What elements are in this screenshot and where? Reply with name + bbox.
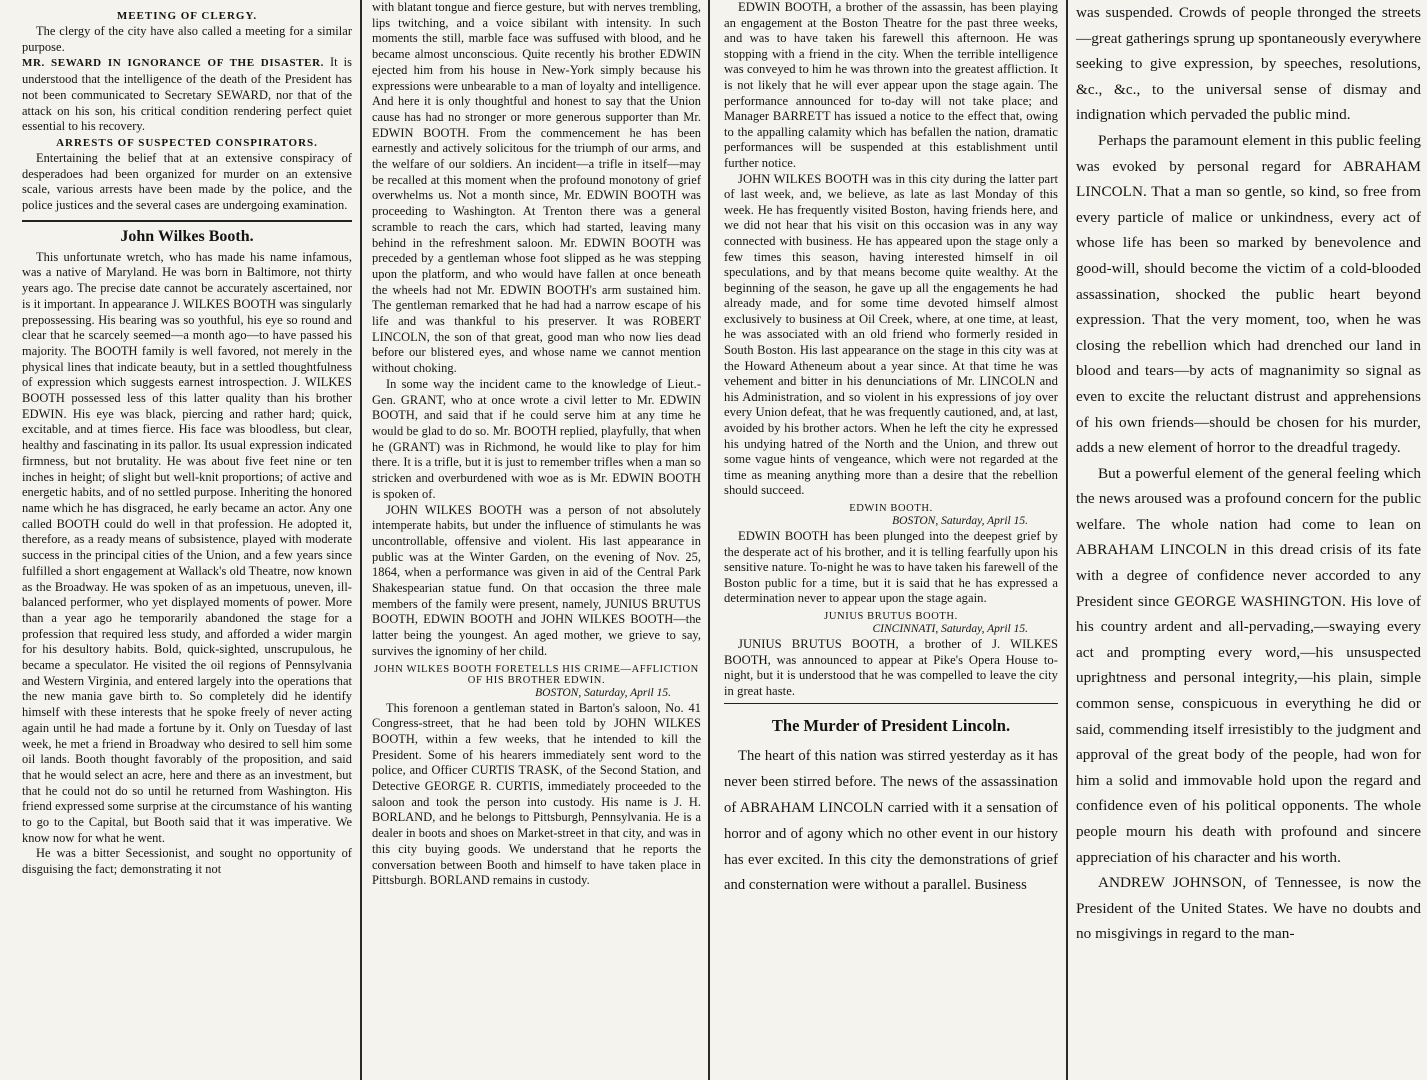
column-2 [362, 0, 709, 1080]
col4-paragraph-4: ANDREW JOHNSON, of Tennessee, is now the President of the United States. We have no doubts and no misgivings in regard to the man- [1076, 874, 1421, 943]
col2-paragraph-2: In some way the incident came to the knowledge of Lieut.-Gen. GRANT, who at once wrote a civil letter to Mr. EDWIN BOOTH, and said that if he could serve him at any time he would be glad to do so. Mr. BOOTH replied, playfully, that when he (GRANT) was in Richmond, he would like to play for him there. It is a trifle, but it is just to remember trifles when a man so stricken and overburdened with woe as is Mr. EDWIN BOOTH is spoken of. [372, 376, 701, 501]
booth-paragraph-2: He was a bitter Secessionist, and sought no opportunity of disguising the fact; demonstrating it not [22, 846, 352, 877]
seward-heading: MR. SEWARD IN IGNORANCE OF THE DISASTER. [22, 57, 324, 70]
junius-dateline: CINCINNATI, Saturday, April 15. [872, 622, 1028, 635]
column-1 [0, 0, 360, 1080]
foretells-dateline: BOSTON, Saturday, April 15. [535, 686, 671, 699]
foretells-heading: JOHN WILKES BOOTH FORETELLS HIS CRIME—AFFLICTION OF HIS BROTHER EDWIN. [374, 663, 699, 686]
edwin-dateline: BOSTON, Saturday, April 15. [892, 515, 1028, 527]
arrests-paragraph: Entertaining the belief that at an extensive conspiracy of desperadoes had been organized for murder on an extensive scale, various arrests have been made by the police, and the police justices and the several cases are undergoing examination. [22, 150, 352, 213]
col2-paragraph-3: JOHN WILKES BOOTH was a person of not absolutely intemperate habits, but under the influence of stimulants he was uncontrollable, offensive and violent. His last appearance in public was at the Winter Garden, on the evening of Nov. 25, 1864, when a performance was given in aid of the Central Park Shakespearian statue fund. On that occasion the three male members of the family were present, namely, JUNIUS BRUTUS BOOTH, EDWIN BOOTH and JOHN WILKES BOOTH—the latter being the youngest. An aged mother, we grieve to say, survives the ignominy of her child. [372, 502, 701, 658]
edwin-heading: EDWIN BOOTH. [849, 503, 933, 514]
section-divider [724, 703, 1058, 704]
section-divider [22, 220, 352, 222]
col4-paragraph-2: Perhaps the paramount element in this public feeling was evoked by personal regard for ABRAHAM LINCOLN. That a man so gentle, so kind, so free from every particle of malice or unkindness, every act of whose life has been so marked by benevolence and good-will, should become the victim of a cold-blooded assassination, shocked the public heart beyond expression. That the very moment, too, when he was closing the rebellion which had drenched our land in blood and tears—by acts of magnanimity so signal as even to excite the reluctant distrust and apprehensions of his own friends—should be chosen for his murder, adds a new element of horror to the dreadful tragedy. [1076, 131, 1421, 457]
murder-title: The Murder of President Lincoln. [771, 716, 1011, 736]
col3-paragraph-1: EDWIN BOOTH, a brother of the assassin, has been playing an engagement at the Boston Theatre for the past three weeks, and was to have taken his farewell this afternoon. He was stopping with a friend in the city. When the terrible intelligence was conveyed to him he was thrown into the greatest affliction. It is not likely that he will ever appear upon the stage again. The performance announced for to-day will not take place; and Manager BARRETT has issued a notice to the effect that, owing to the appalling calamity which has befallen the nation, dramatic performances will be suspended at this establishment until further notice. [724, 0, 1058, 170]
clergy-paragraph: The clergy of the city have also called a meeting for a similar purpose. [22, 24, 352, 54]
booth-title: John Wilkes Booth. [120, 227, 254, 245]
seward-text: It is understood that the intelligence of the death of the President has not been communicated to Secretary SEWARD, nor that of the attack on his son, his critical condition rendering perfect quiet essential to his recovery. [22, 55, 352, 134]
col2-paragraph-4: This forenoon a gentleman stated in Barton's saloon, No. 41 Congress-street, that he had been told by JOHN WILKES BOOTH, within a few weeks, that he intended to kill the President. Some of his hearers immediately sent word to the police, and Officer CURTIS TRASK, of the Second Station, and Detective GEORGE R. CURTIS, immediately proceeded to the saloon and took the person into custody. His name is J. H. BORLAND, and he belongs to Pittsburgh, Pennsylvania. He is a dealer in boots and shoes on Market-street in that city, and was in this city buying goods. We understand that he reports the conversation between Booth and himself to have taken place in Pittsburgh. BORLAND remains in custody. [372, 700, 701, 888]
col3-paragraph-5: The heart of this nation was stirred yesterday as it has never been stirred before. The news of the assassination of ABRAHAM LINCOLN carried with it a sensation of horror and of agony which no other event in our history has ever excited. In this city the demonstrations of grief and consternation were without a parallel. Business [724, 748, 1058, 894]
column-4 [1068, 0, 1427, 1080]
column-3 [710, 0, 1066, 1080]
booth-paragraph-1: This unfortunate wretch, who has made his name infamous, was a native of Maryland. He was born in Baltimore, not thirty years ago. The precise date cannot be accurately ascertained, nor is it important. In appearance J. WILKES BOOTH was singularly prepossessing. His bearing was so youthful, his eye so round and clear that he scarcely seemed—a month ago—to have passed his majority. The BOOTH family is well favored, not merely in the physical lines that indicate beauty, but in a settled thoughtfulness of expression which suggests earnest introspection. J. WILKES BOOTH possessed less of this latter quality than his brother EDWIN. His eye was black, piercing and rather hard; quick, excitable, and at times fierce. His face was bloodless, but clear, healthy and fascinating in its pallor. Its usual expression indicated firmness, but not brutality. He was about five feet nine or ten inches in height; of slight but well-knit proportions; of active and energetic habits, and of no settled purpose. Inheriting the honored name which he has disgraced, he early became an actor. Any one called BOOTH could do well in that profession. He adopted it, therefore, as a ready means of subsistence, played with moderate success in the principal cities of the Union, and a few years since fulfilled a short engagement at Wallack's old Theatre, now known as the Broadway. He was spoken of as an impetuous, uneven, ill-balanced performer, who yet displayed moments of power. More than a year ago he temporarily abandoned the stage for a profession that required less study, and afforded a wider margin for his desultory habits. Bold, quick-sighted, unscrupulous, he became a speculator. He visited the oil regions of Pennsylvania and Western Virginia, and entered largely into the operations that the new mania gave birth to. So completely did he identify himself with these interests that he spoke freely of never acting again until he had made a fortune by it. Only on Tuesday of last week, he met a friend in Broadway who desired to sell him some oil lands. Booth thought favorably of the proposition, and said that he would select an acre, here and there as an investment, but that he could not do so until he returned from Washington. His friend expressed some surprise at the circumstance of his wanting to go to the Capital, but Booth said that it was imperative. We know now for what he went. [22, 249, 352, 845]
col3-paragraph-2: JOHN WILKES BOOTH was in this city during the latter part of last week, and, we believe, as late as last Monday of this week. He has frequently visited Boston, having friends here, and we did not hear that his visit on this occasion was in any way connected with business. He has appeared upon the stage only a few times this season, having interested himself in oil speculations, and by that means become quite wealthy. At the beginning of the season, he gave up all the engagements he had already made, and for some time devoted himself almost exclusively to business at Oil Creek, where, at one time, at least, he was associated with an old friend who formerly resided in South Boston. His last appearance on the stage in this city was at the Howard Atheneum about a year since. At that time he was vehement and bitter in his denunciations of Mr. LINCOLN and his Administration, and so violent in his expressions of joy over every Union defeat, that he was frequently cautioned, and, at last, avoided by his brother actors. When he left the city he expressed his undying hatred of the North and the Union, and threw out some vague hints of vengeance, which were not regarded at the time as meaning anything more than a desire that the rebellion should succeed. [724, 171, 1058, 498]
seward-paragraph [22, 55, 352, 135]
col4-paragraph-1: was suspended. Crowds of people thronged the streets—great gatherings sprung up spontaneously everywhere seeking to give expression, by speeches, resolutions, &c., &c., to the universal sense of dismay and indignation which pervaded the public mind. [1076, 4, 1421, 124]
junius-heading: JUNIUS BRUTUS BOOTH. [824, 610, 958, 622]
col4-paragraph-3: But a powerful element of the general feeling which the news aroused was a profound concern for the public welfare. The whole nation had come to lean on ABRAHAM LINCOLN in this dread crisis of its fate with a degree of confidence never accorded to any President since GEORGE WASHINGTON. His love of his country ardent and all-pervading,—swaying every act and prompting every word,—his unsuspected uprightness and personal integrity,—his plain, simple common sense, conspicuous in everything he did or said, commending itself irresistibly to the judgment and approval of the great body of the people, had won for him a solid and immovable hold upon the regard and confidence even of his political opponents. The whole people mourn his death with profound and sincere appreciation of his character and his worth. [1076, 464, 1421, 866]
col2-paragraph-1: with blatant tongue and fierce gesture, but with nerves trembling, lips twitching, and a voice sibilant with intensity. In such moments the still, marble face was suffused with blood, and he became almost unconscious. Quite recently his brother EDWIN ejected him from his house in New-York simply because his expressions were unbearable to a man of loyalty and intelligence. And here it is only thoughtful and honest to say that the Union cause has had no stronger or more generous supporter than Mr. EDWIN BOOTH. From the commencement he has been earnestly and actively solicitous for the triumph of our arms, and the welfare of our soldiers. An incident—a trifle in itself—may be recalled at this moment when the profound monotony of grief overwhelms us. Not a month since, Mr. EDWIN BOOTH was proceeding to Washington. At Trenton there was a general scramble to reach the cars, which had started, leaving many behind in the refreshment saloon. Mr. EDWIN BOOTH was preceded by a gentleman whose foot slipped as he was stepping upon the platform, and who would have fallen at once beneath the wheels had not Mr. EDWIN BOOTH's arm sustained him. The gentleman remarked that he had had a narrow escape of his life and was thankful to his preserver. It was ROBERT LINCOLN, the son of that great, good man who now lies dead before our blistered eyes, and whose name we cannot mention without choking. [372, 0, 701, 376]
col3-paragraph-3: EDWIN BOOTH has been plunged into the deepest grief by the desperate act of his brother, and it is telling fearfully upon his sensitive nature. To-night he was to have taken his farewell of the Boston public for a time, but it is said that he has expressed a determination never to appear upon the stage again. [724, 529, 1058, 606]
arrests-heading: ARRESTS OF SUSPECTED CONSPIRATORS. [56, 136, 318, 149]
col3-paragraph-4: JUNIUS BRUTUS BOOTH, a brother of J. WILKES BOOTH, was announced to appear at Pike's Opera House to-night, but it is understood that he was compelled to leave the city in great haste. [724, 636, 1058, 698]
clergy-heading: MEETING OF CLERGY. [116, 10, 258, 22]
